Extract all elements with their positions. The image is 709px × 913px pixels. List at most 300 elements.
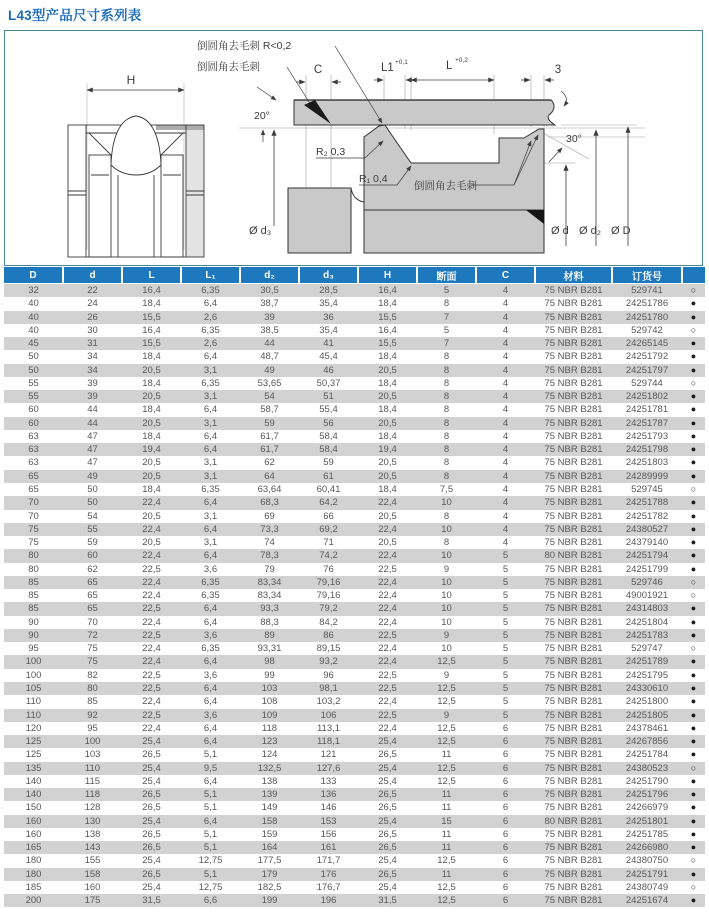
availability-dot: ● bbox=[690, 696, 697, 707]
table-cell: 22,5 bbox=[122, 709, 181, 722]
table-cell: 5 bbox=[502, 669, 509, 681]
table-row bbox=[4, 430, 705, 443]
table-cell: 11 bbox=[441, 802, 452, 814]
table-cell: 7 bbox=[417, 337, 476, 350]
availability-dot: ● bbox=[682, 496, 705, 509]
table-cell: 75 NBR B281 bbox=[535, 417, 612, 430]
table-cell: 103 bbox=[240, 682, 299, 695]
table-cell: 75 NBR B281 bbox=[535, 629, 612, 642]
table-cell: 9,5 bbox=[181, 762, 240, 775]
table-cell: 12,5 bbox=[417, 655, 476, 668]
table-cell: 39 bbox=[63, 390, 122, 403]
radius-r1-label: R₁ 0,4 bbox=[359, 173, 388, 185]
table-cell: 6,4 bbox=[203, 775, 218, 787]
availability-dot: ● bbox=[690, 616, 697, 627]
table-cell: 132,5 bbox=[240, 762, 299, 775]
table-cell: 75 bbox=[28, 537, 39, 549]
table-cell: 62 bbox=[87, 563, 98, 575]
table-row bbox=[4, 297, 705, 310]
table-cell: 75 NBR B281 bbox=[535, 390, 612, 403]
table-cell: 24251803 bbox=[625, 457, 669, 469]
table-cell: 45 bbox=[4, 337, 63, 350]
table-cell: 44 bbox=[240, 337, 299, 350]
table-cell: 136 bbox=[299, 788, 358, 801]
table-cell: 5 bbox=[502, 616, 509, 628]
table-cell: 60,41 bbox=[316, 483, 341, 495]
table-row bbox=[4, 496, 705, 509]
table-cell: 24380523 bbox=[612, 762, 682, 775]
column-header-D: D bbox=[4, 267, 63, 284]
table-cell: 22,4 bbox=[122, 549, 181, 562]
dimension-table bbox=[4, 267, 705, 907]
table-cell: 75 NBR B281 bbox=[544, 404, 603, 416]
table-cell: 6 bbox=[502, 881, 509, 893]
table-cell: 4 bbox=[502, 430, 509, 442]
column-header-C: C bbox=[476, 267, 535, 284]
table-cell: 6 bbox=[476, 735, 535, 748]
availability-dot: ○ bbox=[682, 762, 705, 775]
table-cell: 75 NBR B281 bbox=[544, 881, 603, 893]
table-cell: 6 bbox=[476, 841, 535, 854]
table-cell: 65 bbox=[87, 590, 98, 602]
table-row bbox=[4, 377, 705, 390]
table-cell: 34 bbox=[87, 351, 98, 363]
table-cell: 529745 bbox=[631, 483, 663, 495]
collar-shape bbox=[288, 188, 351, 253]
table-cell: 59 bbox=[87, 537, 98, 549]
table-cell: 49001921 bbox=[625, 590, 669, 602]
table-row bbox=[4, 788, 705, 801]
availability-dot: ○ bbox=[682, 576, 705, 589]
table-row bbox=[4, 642, 705, 655]
table-cell: 161 bbox=[299, 841, 358, 854]
table-cell: 24266979 bbox=[625, 802, 669, 814]
table-cell: 55 bbox=[28, 377, 39, 389]
table-cell: 11 bbox=[417, 788, 476, 801]
table-row bbox=[4, 563, 705, 576]
table-cell: 26,5 bbox=[122, 841, 181, 854]
table-cell: 98 bbox=[240, 655, 299, 668]
table-cell: 25,4 bbox=[358, 815, 417, 828]
table-cell: 3,1 bbox=[181, 417, 240, 430]
table-cell: 75 NBR B281 bbox=[544, 722, 603, 734]
table-cell: 18,4 bbox=[378, 298, 397, 310]
table-cell: 75 NBR B281 bbox=[535, 655, 612, 668]
table-cell: 22,4 bbox=[378, 616, 397, 628]
table-header-row bbox=[4, 267, 705, 284]
table-cell: 80 bbox=[4, 549, 63, 562]
table-cell: 60 bbox=[63, 549, 122, 562]
table-cell: 25,4 bbox=[122, 762, 181, 775]
table-cell: 5,1 bbox=[181, 841, 240, 854]
table-cell: 11 bbox=[441, 828, 452, 840]
table-cell: 4 bbox=[476, 417, 535, 430]
table-cell: 110 bbox=[4, 709, 63, 722]
table-cell: 12,75 bbox=[198, 855, 223, 867]
table-cell: 18,4 bbox=[142, 377, 161, 389]
table-cell: 90 bbox=[28, 616, 39, 628]
table-cell: 138 bbox=[261, 775, 278, 787]
table-cell: 75 NBR B281 bbox=[544, 457, 603, 469]
table-cell: 71 bbox=[323, 537, 334, 549]
table-cell: 6,4 bbox=[181, 815, 240, 828]
table-cell: 60 bbox=[28, 404, 39, 416]
table-cell: 6,4 bbox=[181, 496, 240, 509]
table-cell: 6 bbox=[502, 722, 509, 734]
table-cell: 16,4 bbox=[378, 324, 397, 336]
table-cell: 76 bbox=[323, 563, 334, 575]
table-cell: 22,4 bbox=[122, 523, 181, 536]
table-cell: 75 NBR B281 bbox=[535, 443, 612, 456]
availability-dot: ● bbox=[682, 443, 705, 456]
table-cell: 24251792 bbox=[625, 351, 669, 363]
table-cell: 5 bbox=[476, 682, 535, 695]
table-cell: 146 bbox=[320, 802, 337, 814]
table-cell: 39 bbox=[240, 311, 299, 324]
dim-L-label: L bbox=[446, 60, 453, 72]
table-cell: 56 bbox=[299, 417, 358, 430]
table-cell: 35,4 bbox=[319, 298, 338, 310]
table-cell: 75 NBR B281 bbox=[535, 337, 612, 350]
table-cell: 22,4 bbox=[378, 696, 397, 708]
table-cell: 160 bbox=[84, 881, 101, 893]
table-cell: 6,4 bbox=[181, 549, 240, 562]
availability-dot: ● bbox=[682, 735, 705, 748]
table-cell: 8 bbox=[417, 443, 476, 456]
table-cell: 100 bbox=[25, 669, 42, 681]
table-cell: 85 bbox=[4, 576, 63, 589]
table-row bbox=[4, 470, 705, 483]
table-cell: 12,5 bbox=[417, 762, 476, 775]
table-cell: 61,7 bbox=[240, 443, 299, 456]
table-cell: 24251802 bbox=[612, 390, 682, 403]
table-cell: 93,2 bbox=[299, 655, 358, 668]
table-cell: 20,5 bbox=[358, 470, 417, 483]
table-cell: 83,34 bbox=[240, 576, 299, 589]
dia-d3-label: Ø d₃ bbox=[249, 225, 272, 237]
availability-dot: ● bbox=[682, 788, 705, 801]
table-row bbox=[4, 350, 705, 363]
table-cell: 125 bbox=[25, 749, 42, 761]
table-cell: 6 bbox=[476, 788, 535, 801]
table-cell: 5 bbox=[476, 576, 535, 589]
table-row bbox=[4, 828, 705, 841]
table-cell: 140 bbox=[4, 788, 63, 801]
table-cell: 3,6 bbox=[181, 629, 240, 642]
table-cell: 55 bbox=[63, 523, 122, 536]
table-cell: 47 bbox=[63, 443, 122, 456]
availability-dot: ○ bbox=[690, 643, 697, 654]
table-cell: 3,6 bbox=[181, 709, 240, 722]
table-cell: 18,4 bbox=[142, 298, 161, 310]
table-cell: 139 bbox=[240, 788, 299, 801]
table-cell: 3,1 bbox=[203, 537, 218, 549]
table-cell: 22,4 bbox=[358, 655, 417, 668]
table-cell: 30,5 bbox=[240, 284, 299, 298]
table-cell: 10 bbox=[417, 576, 476, 589]
deburr-inner-label: 倒圆角去毛刺 bbox=[414, 180, 477, 192]
table-cell: 529746 bbox=[612, 576, 682, 589]
table-row bbox=[4, 841, 705, 854]
table-row bbox=[4, 629, 705, 642]
table-cell: 31 bbox=[63, 337, 122, 350]
table-cell: 50 bbox=[87, 483, 98, 495]
table-cell: 24251791 bbox=[612, 868, 682, 881]
table-cell: 75 NBR B281 bbox=[535, 894, 612, 907]
table-cell: 75 bbox=[87, 643, 98, 655]
table-cell: 199 bbox=[240, 894, 299, 907]
table-cell: 5 bbox=[476, 629, 535, 642]
table-cell: 20,5 bbox=[378, 510, 397, 522]
table-cell: 78,3 bbox=[240, 549, 299, 562]
table-cell: 15,5 bbox=[358, 311, 417, 324]
table-cell: 88,3 bbox=[260, 616, 279, 628]
table-cell: 12,5 bbox=[437, 775, 456, 787]
table-cell: 7,5 bbox=[439, 483, 454, 495]
table-cell: 89 bbox=[240, 629, 299, 642]
table-cell: 22,5 bbox=[378, 563, 397, 575]
table-cell: 18,4 bbox=[378, 404, 397, 416]
table-cell: 75 NBR B281 bbox=[544, 669, 603, 681]
availability-dot: ● bbox=[690, 510, 697, 521]
table-cell: 86 bbox=[299, 629, 358, 642]
table-cell: 20,5 bbox=[122, 390, 181, 403]
table-cell: 22,5 bbox=[358, 682, 417, 695]
table-cell: 18,4 bbox=[378, 430, 397, 442]
table-cell: 26,5 bbox=[122, 788, 181, 801]
table-row bbox=[4, 602, 705, 615]
table-row bbox=[4, 682, 705, 695]
table-cell: 63 bbox=[28, 457, 39, 469]
availability-dot: ● bbox=[690, 430, 697, 441]
table-cell: 22,4 bbox=[358, 496, 417, 509]
table-cell: 22,4 bbox=[358, 549, 417, 562]
table-cell: 25,4 bbox=[122, 735, 181, 748]
table-cell: 10 bbox=[441, 616, 452, 628]
table-cell: 24251780 bbox=[612, 311, 682, 324]
column-header-section: 断面 bbox=[417, 267, 476, 284]
table-cell: 40 bbox=[4, 311, 63, 324]
table-cell: 25,4 bbox=[358, 735, 417, 748]
table-cell: 85 bbox=[4, 602, 63, 615]
table-cell: 41 bbox=[299, 337, 358, 350]
table-cell: 22,4 bbox=[358, 523, 417, 536]
table-cell: 20,5 bbox=[378, 457, 397, 469]
table-cell: 20,5 bbox=[142, 537, 161, 549]
table-cell: 75 NBR B281 bbox=[544, 483, 603, 495]
table-cell: 6,35 bbox=[201, 324, 220, 336]
table-cell: 59 bbox=[240, 417, 299, 430]
column-header-d2: d₂ bbox=[240, 267, 299, 284]
table-cell: 529744 bbox=[631, 377, 663, 389]
table-cell: 79,16 bbox=[299, 576, 358, 589]
table-row bbox=[4, 775, 705, 788]
table-cell: 26,5 bbox=[142, 802, 161, 814]
table-cell: 9 bbox=[443, 563, 450, 575]
table-cell: 100 bbox=[4, 655, 63, 668]
table-cell: 4 bbox=[476, 390, 535, 403]
table-cell: 135 bbox=[4, 762, 63, 775]
table-cell: 75 NBR B281 bbox=[535, 788, 612, 801]
table-cell: 6,35 bbox=[201, 590, 220, 602]
table-cell: 63 bbox=[4, 443, 63, 456]
table-cell: 64,2 bbox=[299, 496, 358, 509]
table-cell: 12,5 bbox=[417, 682, 476, 695]
table-cell: 79,16 bbox=[316, 590, 341, 602]
dia-D-label: Ø D bbox=[611, 225, 631, 237]
table-cell: 31,5 bbox=[358, 894, 417, 907]
table-cell: 85 bbox=[87, 696, 98, 708]
table-cell: 45,4 bbox=[319, 351, 338, 363]
table-row bbox=[4, 536, 705, 549]
table-cell: 5 bbox=[476, 655, 535, 668]
table-cell: 24251801 bbox=[612, 815, 682, 828]
table-cell: 80 NBR B281 bbox=[535, 815, 612, 828]
table-cell: 55,4 bbox=[319, 404, 338, 416]
table-cell: 5 bbox=[502, 563, 509, 575]
table-cell: 5,1 bbox=[181, 868, 240, 881]
table-cell: 24251789 bbox=[612, 655, 682, 668]
table-cell: 143 bbox=[63, 841, 122, 854]
table-cell: 4 bbox=[476, 284, 535, 298]
table-cell: 3,1 bbox=[203, 510, 218, 522]
table-cell: 5 bbox=[476, 709, 535, 722]
table-cell: 529747 bbox=[631, 643, 663, 655]
availability-dot: ● bbox=[682, 470, 705, 483]
table-cell: 8 bbox=[417, 390, 476, 403]
table-cell: 24251804 bbox=[625, 616, 669, 628]
table-cell: 4 bbox=[476, 337, 535, 350]
table-cell: 24330610 bbox=[612, 682, 682, 695]
table-cell: 99 bbox=[264, 669, 275, 681]
table-row bbox=[4, 894, 705, 907]
table-cell: 24251794 bbox=[612, 549, 682, 562]
availability-dot: ● bbox=[682, 337, 705, 350]
table-cell: 75 NBR B281 bbox=[544, 510, 603, 522]
table-cell: 12,5 bbox=[417, 894, 476, 907]
table-cell: 6,4 bbox=[181, 655, 240, 668]
table-cell: 6 bbox=[502, 749, 509, 761]
table-cell: 36 bbox=[299, 311, 358, 324]
table-cell: 5 bbox=[502, 696, 509, 708]
table-cell: 9 bbox=[417, 709, 476, 722]
table-cell: 75 NBR B281 bbox=[535, 709, 612, 722]
table-cell: 98,1 bbox=[299, 682, 358, 695]
table-row bbox=[4, 324, 705, 337]
table-cell: 75 NBR B281 bbox=[544, 696, 603, 708]
table-cell: 68,3 bbox=[240, 496, 299, 509]
availability-dot: ● bbox=[682, 868, 705, 881]
table-cell: 54 bbox=[87, 510, 98, 522]
table-cell: 20,5 bbox=[358, 390, 417, 403]
table-cell: 22,5 bbox=[378, 669, 397, 681]
table-row bbox=[4, 483, 705, 496]
availability-dot: ● bbox=[690, 828, 697, 839]
table-cell: 26,5 bbox=[358, 788, 417, 801]
availability-dot: ● bbox=[690, 669, 697, 680]
table-row bbox=[4, 576, 705, 589]
table-row bbox=[4, 589, 705, 602]
table-cell: 15,5 bbox=[358, 337, 417, 350]
table-cell: 22,5 bbox=[142, 563, 161, 575]
table-cell: 118 bbox=[63, 788, 122, 801]
table-cell: 177,5 bbox=[257, 855, 282, 867]
technical-drawing bbox=[5, 31, 702, 265]
availability-dot: ● bbox=[682, 815, 705, 828]
table-cell: 83,34 bbox=[257, 590, 282, 602]
table-cell: 124 bbox=[261, 749, 278, 761]
table-cell: 75 NBR B281 bbox=[544, 298, 603, 310]
table-cell: 59 bbox=[323, 457, 334, 469]
table-cell: 75 NBR B281 bbox=[544, 324, 603, 336]
table-cell: 6,6 bbox=[181, 894, 240, 907]
table-cell: 89,15 bbox=[316, 643, 341, 655]
availability-dot: ● bbox=[682, 709, 705, 722]
table-row bbox=[4, 364, 705, 377]
table-cell: 90 bbox=[4, 629, 63, 642]
table-cell: 4 bbox=[476, 470, 535, 483]
table-cell: 75 NBR B281 bbox=[535, 735, 612, 748]
table-cell: 18,4 bbox=[142, 483, 161, 495]
table-cell: 529742 bbox=[631, 324, 663, 336]
table-cell: 4 bbox=[502, 324, 509, 336]
table-cell: 24251674 bbox=[612, 894, 682, 907]
table-cell: 72 bbox=[63, 629, 122, 642]
table-cell: 4 bbox=[476, 311, 535, 324]
table-cell: 92 bbox=[63, 709, 122, 722]
table-cell: 164 bbox=[240, 841, 299, 854]
table-cell: 103,2 bbox=[316, 696, 341, 708]
table-cell: 5 bbox=[443, 324, 450, 336]
table-cell: 25,4 bbox=[378, 775, 397, 787]
table-cell: 75 NBR B281 bbox=[535, 496, 612, 509]
availability-dot: ● bbox=[682, 894, 705, 907]
availability-dot: ● bbox=[682, 390, 705, 403]
table-cell: 30 bbox=[87, 324, 98, 336]
table-cell: 26,5 bbox=[122, 868, 181, 881]
table-cell: 75 NBR B281 bbox=[544, 351, 603, 363]
table-cell: 10 bbox=[417, 602, 476, 615]
table-row bbox=[4, 868, 705, 881]
table-cell: 5,1 bbox=[203, 828, 218, 840]
table-cell: 106 bbox=[299, 709, 358, 722]
table-cell: 200 bbox=[4, 894, 63, 907]
table-cell: 26,5 bbox=[142, 749, 161, 761]
table-cell: 22,5 bbox=[122, 629, 181, 642]
table-cell: 127,6 bbox=[299, 762, 358, 775]
table-cell: 93,3 bbox=[240, 602, 299, 615]
table-body bbox=[4, 284, 705, 908]
table-cell: 95 bbox=[87, 722, 98, 734]
availability-dot: ● bbox=[690, 298, 697, 309]
table-cell: 75 NBR B281 bbox=[535, 284, 612, 298]
table-cell: 22,4 bbox=[378, 722, 397, 734]
dim-L1-tol: +0,1 bbox=[395, 59, 408, 66]
table-cell: 50,37 bbox=[316, 377, 341, 389]
column-header-availability bbox=[682, 267, 705, 284]
table-cell: 4 bbox=[476, 443, 535, 456]
availability-dot: ● bbox=[682, 364, 705, 377]
table-cell: 73,3 bbox=[240, 523, 299, 536]
table-cell: 110 bbox=[25, 696, 42, 708]
availability-dot: ● bbox=[690, 722, 697, 733]
table-cell: 5 bbox=[502, 643, 509, 655]
table-cell: 49 bbox=[240, 364, 299, 377]
table-cell: 18,4 bbox=[378, 351, 397, 363]
table-cell: 26,5 bbox=[358, 841, 417, 854]
table-cell: 34 bbox=[63, 364, 122, 377]
table-cell: 79 bbox=[264, 563, 275, 575]
